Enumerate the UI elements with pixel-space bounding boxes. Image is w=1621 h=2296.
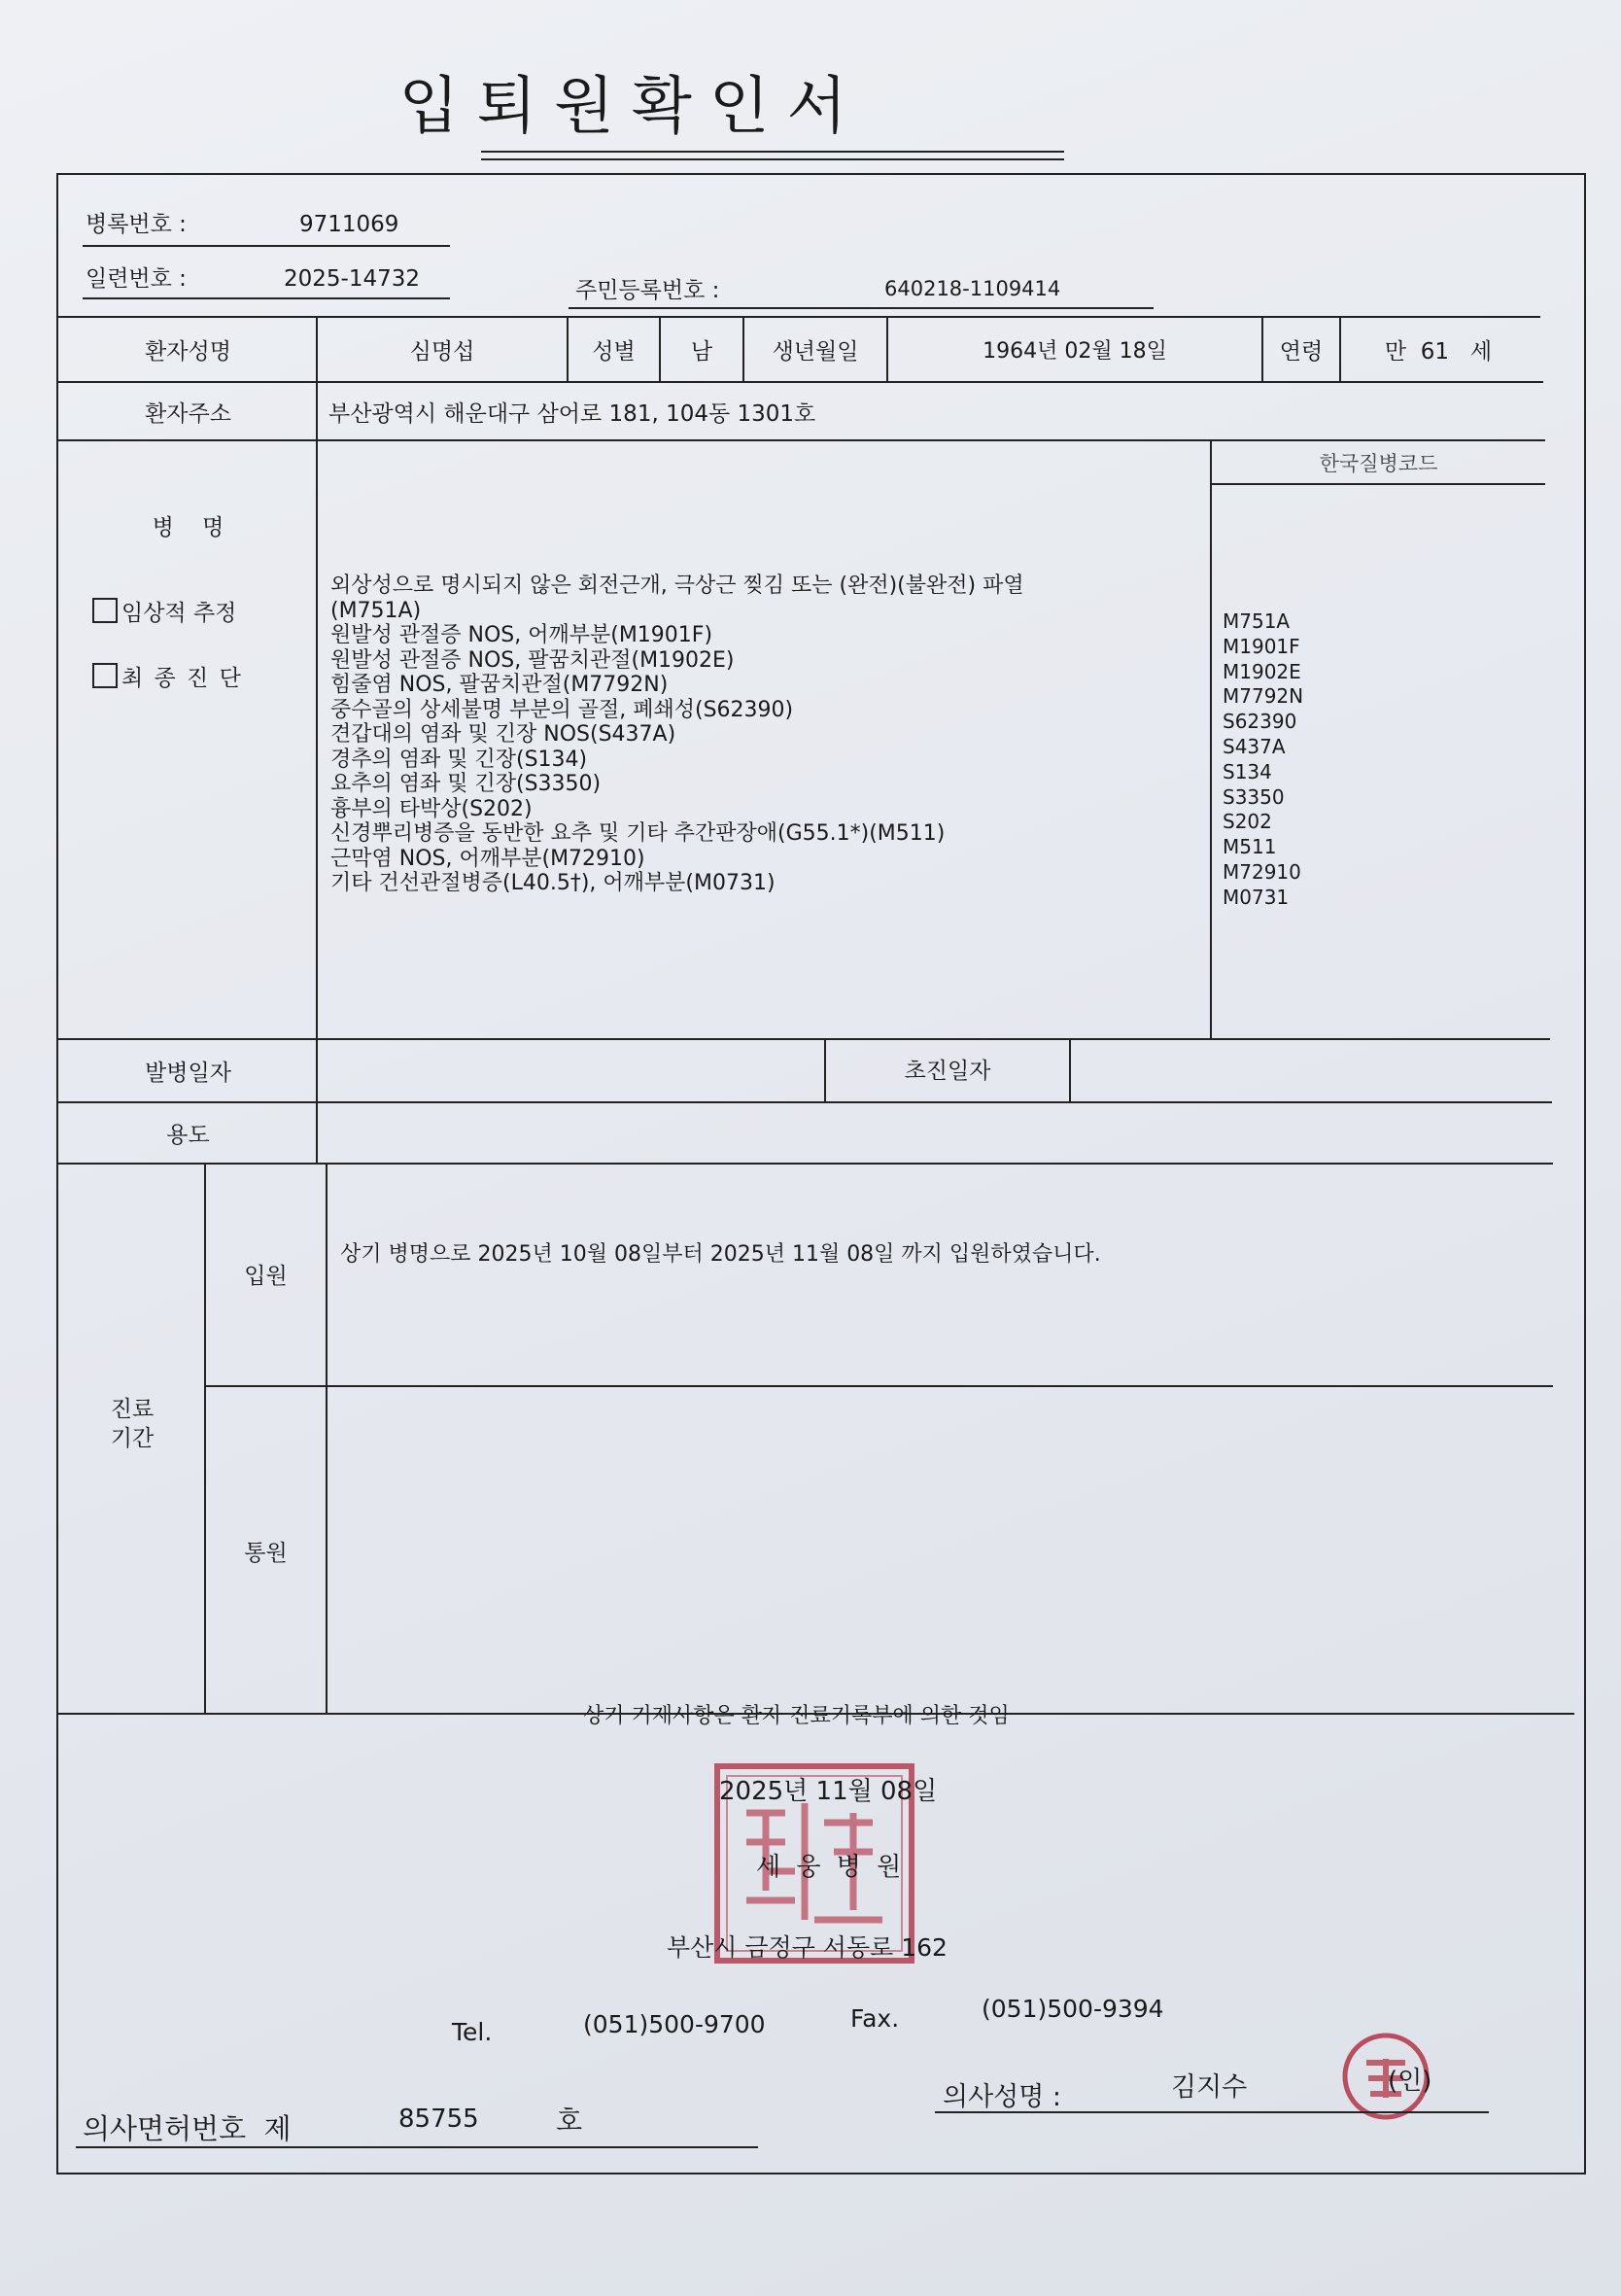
- diagnosis-line: 경추의 염좌 및 긴장(S134): [330, 747, 588, 772]
- hospital-name: 세 웅 병 원: [756, 1853, 906, 1882]
- grid-line: [204, 1385, 1553, 1387]
- inpatient-period-text: 상기 병명으로 2025년 10월 08일부터 2025년 11월 08일 까지 입원하였습니다.: [340, 1241, 1101, 1267]
- disease-code: M7792N: [1223, 684, 1304, 709]
- age-label: 연령: [1279, 339, 1324, 365]
- tel-value: (051)500-9700: [583, 2010, 766, 2038]
- record-statement: 상기 기재사항은 환자 진료기록부에 의한 것임: [583, 1704, 1010, 1728]
- dob-value: 1964년 02월 18일: [983, 339, 1167, 364]
- period-label-line1: 진료: [110, 1397, 155, 1422]
- diagnosis-line: 힘줄염 NOS, 팔꿈치관절(M7792N): [330, 673, 669, 697]
- address-value: 부산광역시 해운대구 삼어로 181, 104동 1301호: [328, 400, 816, 427]
- diagnosis-label: 병 명: [152, 514, 224, 540]
- disease-code: M72910: [1223, 859, 1301, 884]
- diagnosis-line: 견갑대의 염좌 및 긴장 NOS(S437A): [330, 722, 676, 747]
- diagnosis-line: 근막염 NOS, 어깨부분(M72910): [330, 846, 645, 871]
- disease-code: M751A: [1223, 609, 1291, 633]
- serial-underline: [83, 297, 450, 299]
- disease-code: S437A: [1223, 734, 1286, 758]
- diagnosis-line: 기타 건선관절병증(L40.5†), 어깨부분(M0731): [330, 871, 776, 895]
- record-no-label: 병록번호 :: [86, 212, 187, 237]
- purpose-label: 용도: [166, 1123, 210, 1148]
- rrn-underline: [569, 307, 1154, 309]
- grid-line: [1210, 483, 1545, 485]
- diagnosis-line: 외상성으로 명시되지 않은 회전근개, 극상근 찢김 또는 (완전)(불완전) 파열: [330, 574, 1024, 598]
- grid-line: [1069, 1038, 1071, 1101]
- grid-line: [1210, 439, 1212, 1038]
- dob-label: 생년월일: [772, 339, 859, 365]
- record-no-underline: [83, 245, 450, 247]
- diagnosis-line: 중수골의 상세불명 부분의 골절, 폐쇄성(S62390): [330, 697, 794, 722]
- diagnosis-list: [330, 574, 1024, 896]
- doctor-label: 의사성명 :: [943, 2082, 1062, 2112]
- grid-line: [316, 316, 318, 1101]
- grid-line: [316, 1101, 318, 1163]
- fax-label: Fax.: [850, 2004, 900, 2033]
- disease-code: S202: [1223, 810, 1272, 834]
- fax-value: (051)500-9394: [982, 1995, 1164, 2023]
- disease-code: S3350: [1223, 784, 1285, 809]
- diagnosis-line: 원발성 관절증 NOS, 팔꿈치관절(M1902E): [330, 647, 735, 673]
- clinical-estimate-checkbox[interactable]: [92, 598, 118, 623]
- issue-date: 2025년 11월 08일: [719, 1777, 938, 1806]
- rrn-label: 주민등록번호 :: [575, 278, 720, 303]
- diagnosis-line: 흉부의 타박상(S202): [330, 796, 533, 821]
- address-label: 환자주소: [145, 400, 231, 427]
- sex-label: 성별: [592, 339, 636, 365]
- title-underline: [481, 151, 1064, 153]
- disease-code-list: [1223, 609, 1303, 911]
- treatment-period-label: [60, 1380, 204, 1468]
- final-diagnosis-option[interactable]: [92, 656, 243, 695]
- first-visit-label: 초진일자: [904, 1058, 991, 1084]
- onset-date-label: 발병일자: [145, 1061, 231, 1086]
- disease-code: M1901F: [1223, 634, 1300, 658]
- title-underline: [481, 158, 1064, 160]
- serial-label: 일련번호 :: [86, 266, 187, 292]
- hospital-address: 부산시 금정구 서동로 162: [667, 1933, 948, 1962]
- record-no-value: 9711069: [299, 212, 399, 237]
- grid-line: [326, 1163, 328, 1713]
- final-diagnosis-label: 최 종 진 단: [121, 665, 243, 691]
- doctor-underline: [935, 2111, 1489, 2113]
- inpatient-label: 입원: [244, 1263, 288, 1289]
- document-title: 입퇴원확인서: [398, 71, 865, 143]
- license-label: 의사면허번호 제: [83, 2112, 292, 2145]
- disease-code: S134: [1223, 759, 1272, 783]
- grid-line: [58, 1163, 1553, 1165]
- rrn-value: 640218-1109414: [884, 277, 1061, 300]
- disease-code: S62390: [1223, 710, 1297, 734]
- final-diagnosis-checkbox[interactable]: [92, 663, 118, 688]
- license-number: 85755: [398, 2105, 479, 2134]
- diagnosis-line: 신경뿌리병증을 동반한 요추 및 기타 추간판장애(G55.1*)(M511): [330, 821, 946, 846]
- diagnosis-line: (M751A): [330, 598, 422, 623]
- seal-mark: (인): [1388, 2067, 1432, 2096]
- diagnosis-line: 요추의 염좌 및 긴장(S3350): [330, 772, 602, 796]
- disease-code: M1902E: [1223, 659, 1301, 683]
- disease-code: M511: [1223, 835, 1277, 859]
- outpatient-label: 통원: [244, 1540, 288, 1566]
- license-underline: [76, 2146, 758, 2148]
- patient-name-value: 심명섭: [409, 339, 475, 365]
- disease-code: M0731: [1223, 885, 1290, 909]
- diagnosis-line: 원발성 관절증 NOS, 어깨부분(M1901F): [330, 623, 713, 647]
- clinical-estimate-label: 임상적 추정: [121, 600, 237, 626]
- period-label-line2: 기간: [110, 1426, 155, 1451]
- serial-value: 2025-14732: [284, 266, 420, 292]
- age-value: 만 61 세: [1384, 339, 1493, 365]
- clinical-estimate-option[interactable]: [92, 591, 236, 630]
- patient-name-label: 환자성명: [145, 339, 231, 365]
- doctor-name: 김지수: [1171, 2072, 1248, 2103]
- license-suffix: 호: [556, 2105, 583, 2137]
- sex-value: 남: [690, 339, 713, 365]
- tel-label: Tel.: [452, 2018, 493, 2046]
- disease-code-header: 한국질병코드: [1319, 451, 1438, 475]
